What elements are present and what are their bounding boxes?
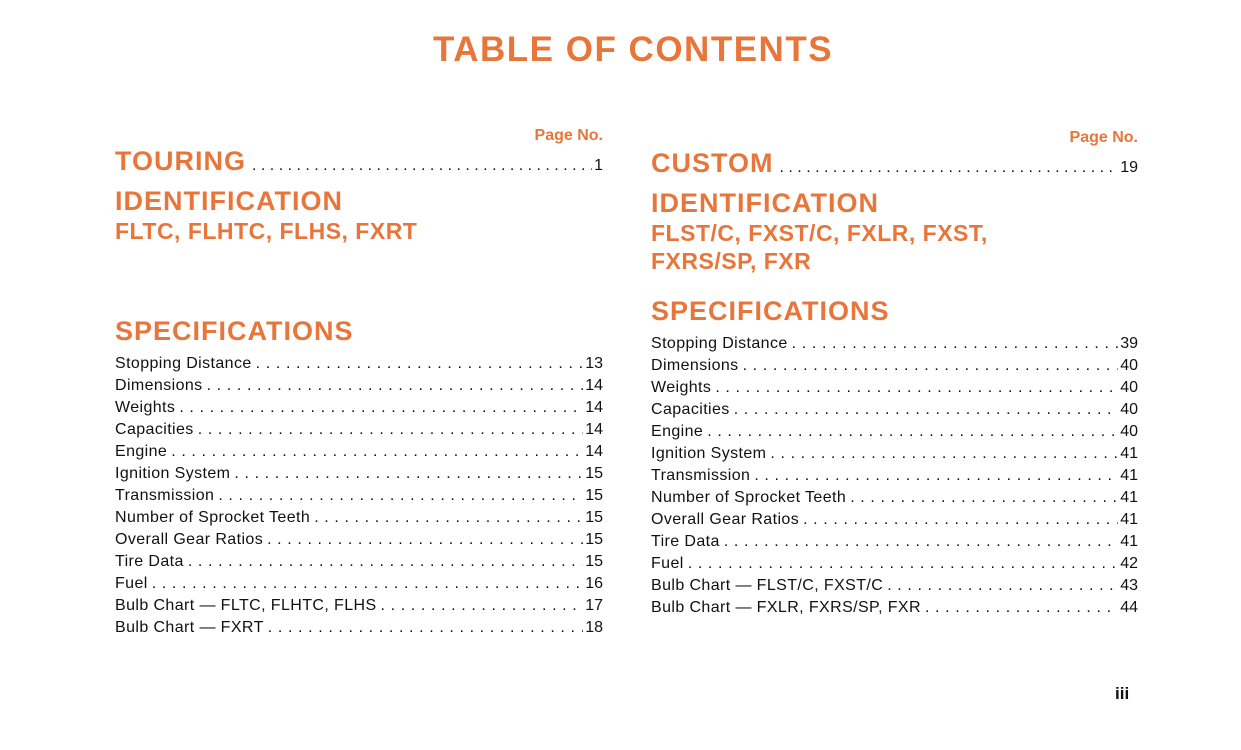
models-line-2: FXRS/SP, FXR (651, 248, 812, 274)
leader-dots (792, 333, 1119, 355)
toc-entry-page: 15 (585, 509, 603, 526)
toc-entry[interactable] (115, 463, 603, 485)
toc-entry[interactable] (115, 529, 603, 551)
toc-entry[interactable] (651, 421, 1138, 443)
toc-entry-page: 43 (1120, 577, 1138, 594)
leader-dots (724, 531, 1118, 553)
page-no-header: Page No. (1069, 129, 1138, 146)
leader-dots (925, 597, 1118, 619)
leader-dots (234, 463, 583, 485)
toc-entry-label: Fuel (651, 555, 684, 572)
section-heading: TOURING (115, 146, 247, 176)
toc-entry-label: Transmission (115, 487, 215, 504)
toc-entry-page: 41 (1120, 511, 1138, 528)
toc-entry[interactable] (651, 399, 1138, 421)
toc-entry-label: Engine (651, 423, 704, 440)
leader-dots (198, 419, 584, 441)
toc-entry-page: 14 (585, 421, 603, 438)
toc-entry-page: 13 (585, 355, 603, 372)
toc-entry-label: Ignition System (651, 445, 767, 462)
toc-entry-page: 42 (1120, 555, 1138, 572)
leader-dots (314, 507, 583, 529)
toc-entry[interactable] (115, 353, 603, 375)
toc-entry-page: 15 (585, 487, 603, 504)
toc-entry[interactable] (115, 573, 603, 595)
leader-dots (207, 375, 584, 397)
toc-entry-label: Bulb Chart — FXLR, FXRS/SP, FXR (651, 599, 921, 616)
identification-heading: IDENTIFICATION (115, 186, 343, 216)
toc-entry[interactable] (115, 397, 603, 419)
toc-entry-page: 41 (1120, 467, 1138, 484)
toc-entry-label: Tire Data (651, 533, 720, 550)
leader-dots (256, 353, 584, 375)
leader-dots (152, 573, 583, 595)
toc-entry-label: Number of Sprocket Teeth (115, 509, 311, 526)
toc-entry-label: Bulb Chart — FLST/C, FXST/C (651, 577, 884, 594)
toc-entry[interactable] (651, 531, 1138, 553)
leader-dots (171, 441, 583, 463)
models-line-1: FLTC, FLHTC, FLHS, FXRT (115, 218, 418, 244)
toc-entry-label: Stopping Distance (115, 355, 252, 372)
toc-entry-page: 40 (1120, 379, 1138, 396)
toc-entry-label: Ignition System (115, 465, 231, 482)
specifications-heading: SPECIFICATIONS (115, 316, 354, 346)
section-page-number: 1 (594, 157, 603, 174)
specifications-heading: SPECIFICATIONS (651, 296, 890, 326)
toc-entry-label: Number of Sprocket Teeth (651, 489, 847, 506)
toc-entry[interactable] (651, 509, 1138, 531)
leader-dots (707, 421, 1118, 443)
leader-dots (188, 551, 583, 573)
toc-entry-page: 40 (1120, 423, 1138, 440)
toc-entry-page: 39 (1120, 335, 1138, 352)
custom-section-row[interactable] (651, 148, 1138, 179)
toc-entry[interactable] (115, 419, 603, 441)
toc-entry[interactable] (651, 465, 1138, 487)
toc-entry[interactable] (115, 617, 603, 639)
toc-entry-label: Overall Gear Ratios (115, 531, 264, 548)
toc-entry-label: Dimensions (651, 357, 739, 374)
leader-dots (754, 465, 1118, 487)
toc-entry-page: 17 (585, 597, 603, 614)
toc-entry[interactable] (651, 355, 1138, 377)
models-line-1: FLST/C, FXST/C, FXLR, FXST, (651, 220, 988, 246)
toc-entry-label: Weights (651, 379, 712, 396)
leader-dots (887, 575, 1118, 597)
toc-entry[interactable] (651, 597, 1138, 619)
toc-entry-page: 15 (585, 465, 603, 482)
section-heading: CUSTOM (651, 148, 774, 178)
toc-entry-label: Bulb Chart — FXRT (115, 619, 264, 636)
toc-entry[interactable] (651, 377, 1138, 399)
toc-entry-page: 40 (1120, 357, 1138, 374)
models-line-2 (115, 245, 603, 273)
leader-dots (268, 617, 583, 639)
toc-entry-page: 15 (585, 553, 603, 570)
page-no-header: Page No. (534, 127, 603, 144)
toc-entry-page: 18 (585, 619, 603, 636)
toc-entry-label: Weights (115, 399, 176, 416)
leader-dots (803, 509, 1118, 531)
leader-dots (267, 529, 583, 551)
identification-heading: IDENTIFICATION (651, 188, 879, 218)
toc-entry[interactable] (651, 333, 1138, 355)
toc-entry-page: 15 (585, 531, 603, 548)
toc-entry-label: Capacities (115, 421, 194, 438)
toc-entry-page: 14 (585, 399, 603, 416)
toc-entry[interactable] (115, 551, 603, 573)
leader-dots (715, 377, 1118, 399)
toc-entry[interactable] (115, 595, 603, 617)
toc-entry-label: Stopping Distance (651, 335, 788, 352)
toc-entry[interactable] (651, 487, 1138, 509)
toc-entry[interactable] (651, 443, 1138, 465)
toc-entry[interactable] (115, 441, 603, 463)
toc-entry-page: 16 (585, 575, 603, 592)
toc-entry-page: 41 (1120, 533, 1138, 550)
leader-dots (770, 443, 1118, 465)
leader-dots (688, 553, 1118, 575)
toc-entry-label: Fuel (115, 575, 148, 592)
page-number: iii (1115, 684, 1130, 703)
leader-dots (381, 595, 584, 617)
toc-entry-label: Overall Gear Ratios (651, 511, 800, 528)
leader-dots (743, 355, 1119, 377)
toc-entry-page: 40 (1120, 401, 1138, 418)
toc-entry[interactable] (115, 485, 603, 507)
touring-column (115, 126, 603, 639)
toc-entry-page: 41 (1120, 489, 1138, 506)
toc-entry-label: Engine (115, 443, 168, 460)
toc-entry-label: Transmission (651, 467, 751, 484)
toc-entry-label: Bulb Chart — FLTC, FLHTC, FLHS (115, 597, 377, 614)
leader-dots (780, 159, 1119, 177)
toc-entry-page: 44 (1120, 599, 1138, 616)
toc-entry[interactable] (651, 553, 1138, 575)
toc-entry-page: 14 (585, 443, 603, 460)
custom-column (651, 128, 1138, 619)
leader-dots (734, 399, 1119, 421)
toc-entry-page: 14 (585, 377, 603, 394)
touring-section-row[interactable] (115, 146, 603, 177)
toc-entry[interactable] (115, 375, 603, 397)
section-page-number: 19 (1120, 159, 1138, 176)
leader-dots (850, 487, 1118, 509)
toc-entry-label: Capacities (651, 401, 730, 418)
leader-dots (179, 397, 583, 419)
toc-entry[interactable] (651, 575, 1138, 597)
specifications-list (651, 333, 1138, 619)
toc-entry-label: Dimensions (115, 377, 203, 394)
leader-dots (252, 157, 592, 175)
toc-entry-label: Tire Data (115, 553, 184, 570)
toc-entry-page: 41 (1120, 445, 1138, 462)
page-title: TABLE OF CONTENTS (432, 30, 834, 69)
leader-dots (218, 485, 583, 507)
toc-entry[interactable] (115, 507, 603, 529)
specifications-list (115, 353, 603, 639)
